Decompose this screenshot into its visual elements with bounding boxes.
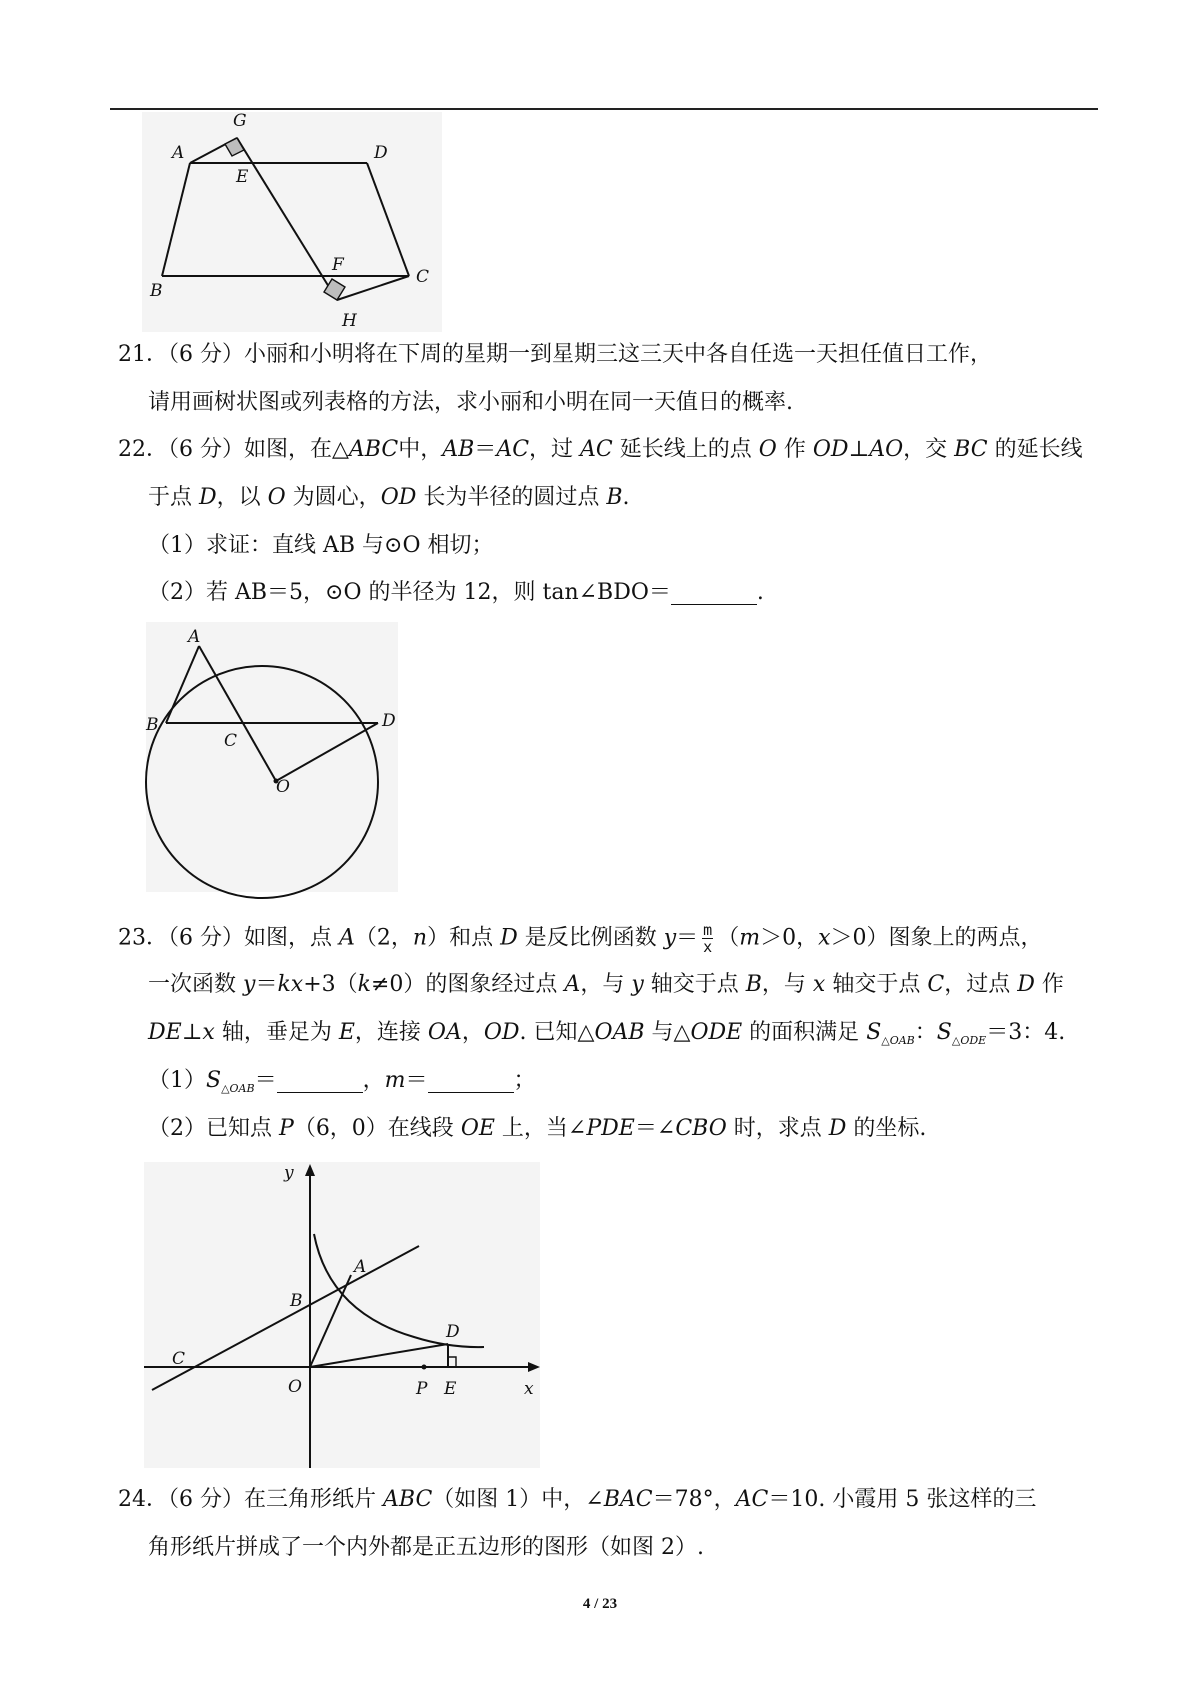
- q23-p2-4: 上，当∠: [494, 1116, 587, 1141]
- q22-l1-3: AB: [442, 437, 475, 462]
- q23-answer-blank-1[interactable]: [277, 1070, 363, 1093]
- q22-l2-3: O: [267, 485, 286, 510]
- point-label-A: A: [172, 143, 185, 163]
- fraction-numerator: m: [703, 921, 713, 939]
- q23-line1: [118, 922, 1043, 955]
- axis-label-y: y: [284, 1163, 294, 1183]
- q23-l2-18: 作: [1034, 972, 1064, 997]
- q23-l2-2: ＝: [255, 972, 278, 997]
- point-label-D: D: [374, 143, 388, 163]
- q23-p2-1: P: [279, 1116, 294, 1141]
- q23-l3-d: ，连接: [354, 1020, 428, 1045]
- q22-l2-8: .: [622, 485, 630, 510]
- q22-l2-4: 为圆心，: [285, 485, 381, 510]
- q23-l3-S2: S: [936, 1020, 952, 1045]
- q23-l3-OD: OD: [483, 1020, 520, 1045]
- q22-l1-6: ，过: [529, 437, 581, 462]
- q24-l1-0: 在三角形纸片: [244, 1487, 383, 1512]
- point-label-C: C: [224, 731, 238, 751]
- point-label-O: O: [276, 777, 290, 797]
- axis-label-x: x: [524, 1379, 534, 1399]
- q22-l1-13: AO: [869, 437, 904, 462]
- q23-l3-perp: ⊥: [181, 1020, 203, 1045]
- q22-l2-0: 于点: [148, 485, 199, 510]
- point-label-B: B: [146, 715, 159, 735]
- q21-text-1: 小丽和小明将在下周的星期一到星期三这三天中各自任选一天担任值日工作，: [244, 342, 993, 367]
- figure-circle: [146, 622, 398, 892]
- point-label-D: D: [382, 711, 396, 731]
- q23-l1-e: （: [717, 925, 740, 951]
- q22-l1-8: 延长线上的点: [612, 437, 759, 462]
- point-label-O: O: [288, 1377, 302, 1397]
- q22-l1-9: O: [758, 437, 777, 462]
- q23-p1-e: ；: [513, 1068, 536, 1093]
- q22-part1-text: （1）求证：直线 AB 与⊙O 相切；: [148, 533, 494, 558]
- q22-l2-6: 长为半径的圆过点: [416, 485, 607, 510]
- figure-trapezoid: [142, 112, 442, 332]
- q22-answer-blank[interactable]: [671, 582, 757, 605]
- q23-l2-3: kx: [277, 972, 304, 997]
- q22-score: （6 分）: [168, 437, 244, 462]
- q23-l2-1: y: [243, 972, 256, 997]
- point-label-E: E: [444, 1379, 457, 1399]
- q22-l1-10: 作: [776, 437, 813, 462]
- q23-score: （6 分）: [168, 925, 244, 951]
- q23-l3-g: 与△: [644, 1020, 691, 1045]
- q23-l3-OAB: OAB: [594, 1020, 645, 1045]
- point-label-C: C: [416, 267, 430, 287]
- point-label-A: A: [188, 627, 201, 647]
- q23-l1-m: m: [739, 925, 761, 951]
- q23-l2-16: ，过点: [944, 972, 1018, 997]
- point-label-D: D: [446, 1322, 460, 1342]
- q24-text-2: 角形纸片拼成了一个内外都是正五边形的图形（如图 2）.: [148, 1535, 704, 1560]
- q23-p1-c: ，: [362, 1068, 385, 1093]
- q22-number: 22．: [118, 437, 168, 462]
- q24-l1-1: ABC: [383, 1487, 433, 1512]
- q23-p2-2: （6，0）在线段: [293, 1116, 461, 1141]
- point-label-F: F: [332, 255, 344, 275]
- q23-p1-a: （1）: [148, 1068, 206, 1093]
- q24-l1-3: BAC: [603, 1487, 653, 1512]
- q23-l2-7: A: [564, 972, 581, 997]
- q23-l2-13: x: [812, 972, 826, 997]
- point-label-E: E: [236, 167, 249, 187]
- q23-p2-8: 时，求点: [726, 1116, 829, 1141]
- q23-l1-c: ）和点: [427, 925, 501, 951]
- q23-l3-S1sub: △OAB: [881, 1034, 915, 1047]
- q24-line2: [148, 1533, 704, 1563]
- q22-l2-5: OD: [380, 485, 417, 510]
- fraction-m-over-x: [702, 922, 713, 955]
- q22-l1-1: ABC: [348, 437, 399, 462]
- q23-l2-11: B: [745, 972, 762, 997]
- q23-p1-Ssub: △OAB: [221, 1082, 255, 1095]
- point-label-C: C: [172, 1349, 186, 1369]
- point-label-P: P: [416, 1379, 428, 1399]
- q23-p2-6: ＝∠: [634, 1116, 676, 1141]
- q22-line2: [148, 483, 630, 513]
- q23-l1-a: 如图，点: [244, 925, 339, 951]
- q22-l1-4: ＝: [474, 437, 497, 462]
- q24-l1-2: （如图 1）中，∠: [432, 1487, 604, 1512]
- header-rule: [110, 108, 1098, 110]
- fraction-denominator: x: [703, 938, 713, 956]
- q23-p1-b: ＝: [254, 1068, 277, 1093]
- q23-l2-12: ，与: [761, 972, 813, 997]
- q23-l3-DE: DE: [148, 1020, 182, 1045]
- q23-l3-S1: S: [866, 1020, 882, 1045]
- q23-l3-S2sub: △ODE: [951, 1034, 987, 1047]
- q22-l2-2: ，以: [216, 485, 268, 510]
- q21-line1: [118, 340, 992, 370]
- q22-part2-text: （2）若 AB＝5，⊙O 的半径为 12，则 tan∠BDO＝: [148, 580, 671, 605]
- q22-l1-15: BC: [954, 437, 988, 462]
- q23-l3-j: ＝3：4.: [986, 1020, 1066, 1045]
- q22-line1: [118, 435, 1083, 465]
- q23-p2-3: OE: [460, 1116, 495, 1141]
- q22-l1-16: 的延长线: [987, 437, 1083, 462]
- q21-text-2: 请用画树状图或列表格的方法，求小丽和小明在同一天值日的概率.: [148, 390, 793, 415]
- q23-l2-6: ≠0）的图象经过点: [370, 972, 565, 997]
- q22-l1-2: 中，: [398, 437, 443, 462]
- page-number: 4 / 23: [582, 1596, 618, 1612]
- q24-number: 24．: [118, 1487, 168, 1512]
- q23-l3-f: . 已知△: [519, 1020, 595, 1045]
- q23-p1-S: S: [206, 1068, 222, 1093]
- q23-l2-5: k: [357, 972, 371, 997]
- q23-l1-D: D: [500, 925, 518, 951]
- q23-l2-9: y: [631, 972, 644, 997]
- q23-l2-10: 轴交于点: [643, 972, 746, 997]
- q21-line2: [148, 388, 793, 418]
- q24-l1-5: AC: [735, 1487, 769, 1512]
- q23-part1: [148, 1066, 536, 1104]
- q23-l1-d: 是反比例函数: [517, 925, 664, 951]
- figure-coordinate-plane: [144, 1162, 540, 1468]
- q23-part2: [148, 1114, 926, 1144]
- q21-number: 21．: [118, 342, 168, 367]
- q23-l2-17: D: [1017, 972, 1035, 997]
- q24-score: （6 分）: [168, 1487, 244, 1512]
- q23-l3-h: 的面积满足: [742, 1020, 867, 1045]
- q23-l3-E: E: [338, 1020, 355, 1045]
- point-label-B: B: [150, 281, 163, 301]
- point-label-G: G: [233, 111, 247, 131]
- point-label-H: H: [342, 311, 357, 331]
- q22-part2-end: .: [756, 580, 764, 605]
- point-label-B: B: [290, 1291, 303, 1311]
- q22-l1-14: ，交: [903, 437, 955, 462]
- q22-l1-12: ⊥: [848, 437, 870, 462]
- q23-line3: [148, 1018, 1065, 1056]
- q23-p1-m: m: [384, 1068, 406, 1093]
- q23-l1-x: x: [818, 925, 831, 951]
- q23-number: 23．: [118, 925, 168, 951]
- q22-l1-11: OD: [812, 437, 849, 462]
- q23-p2-7: CBO: [675, 1116, 727, 1141]
- q23-l3-e: ，: [461, 1020, 484, 1045]
- q24-l1-6: ＝10. 小霞用 5 张这样的三: [768, 1487, 1037, 1512]
- q23-p2-9: D: [828, 1116, 847, 1141]
- q23-l3-c: 轴，垂足为: [214, 1020, 339, 1045]
- q23-l2-0: 一次函数: [148, 972, 243, 997]
- q23-l2-8: ，与: [580, 972, 632, 997]
- q24-line1: [118, 1485, 1036, 1515]
- q23-l3-x: x: [202, 1020, 215, 1045]
- q22-part1: [148, 531, 494, 561]
- q23-answer-blank-2[interactable]: [428, 1070, 514, 1093]
- q23-l3-i: ：: [914, 1020, 937, 1045]
- q23-l1-b: （2，: [354, 925, 413, 951]
- q22-l1-5: AC: [496, 437, 530, 462]
- q23-p2-10: 的坐标.: [846, 1116, 927, 1141]
- q23-l1-g: ＞0）图象上的两点，: [830, 925, 1043, 951]
- q23-p1-d: ＝: [405, 1068, 428, 1093]
- q23-l1-y: y: [663, 925, 677, 951]
- q23-p2-5: PDE: [586, 1116, 635, 1141]
- q22-l1-7: AC: [580, 437, 613, 462]
- q22-l2-1: D: [199, 485, 217, 510]
- q23-l1-A: A: [339, 925, 355, 951]
- q24-l1-4: ＝78°，: [652, 1487, 736, 1512]
- q22-part2: [148, 578, 764, 608]
- q21-score: （6 分）: [168, 342, 244, 367]
- q23-l1-n: n: [412, 925, 428, 951]
- q23-l2-15: C: [927, 972, 945, 997]
- q23-line2: [148, 970, 1064, 1000]
- q23-l3-OA: OA: [427, 1020, 462, 1045]
- q23-l1-eq: ＝: [676, 925, 699, 951]
- q22-l2-7: B: [606, 485, 623, 510]
- point-label-A: A: [354, 1257, 367, 1277]
- q23-l1-f: ＞0，: [760, 925, 819, 951]
- q22-l1-0: 如图，在△: [244, 437, 349, 462]
- q23-p2-0: （2）已知点: [148, 1116, 279, 1141]
- q23-l3-ODE: ODE: [690, 1020, 743, 1045]
- q23-l2-4: +3（: [303, 972, 358, 997]
- q23-l2-14: 轴交于点: [825, 972, 928, 997]
